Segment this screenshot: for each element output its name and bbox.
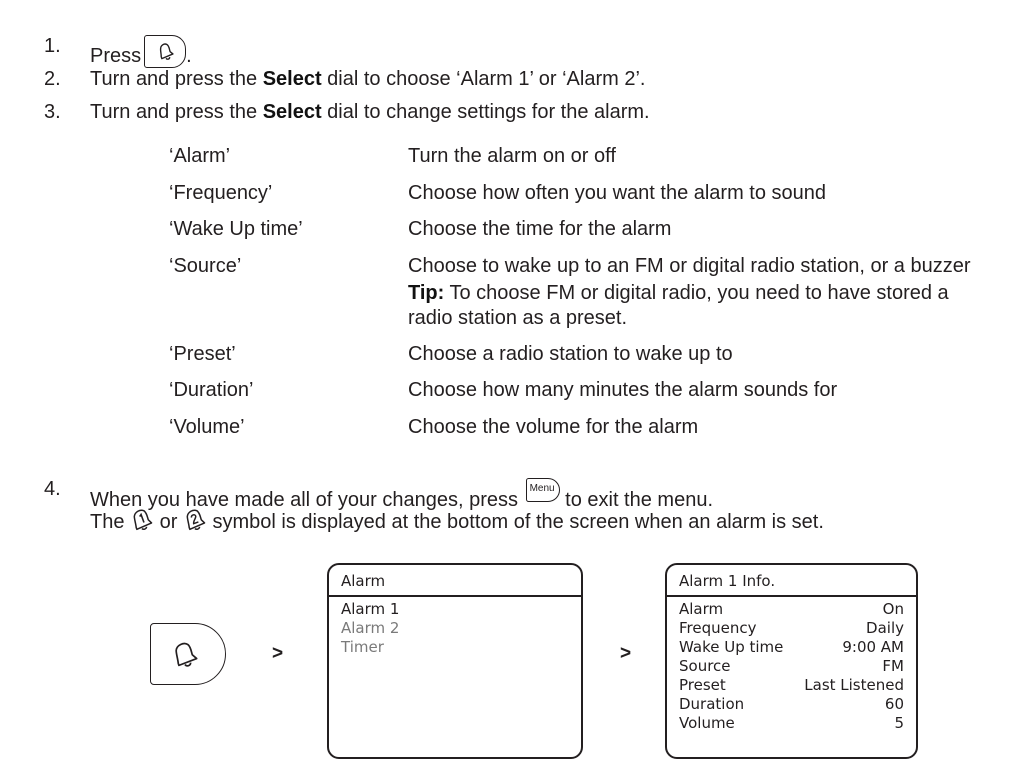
info-label: Source xyxy=(679,657,731,675)
info-value: 9:00 AM xyxy=(842,638,904,656)
alarm-key-icon xyxy=(144,35,186,68)
step-4-text-pre: When you have made all of your changes, press xyxy=(90,489,524,511)
alarm-bell-icon xyxy=(171,640,199,670)
step-4 xyxy=(90,478,713,512)
info-row-preset xyxy=(679,676,904,695)
tip-label: Tip: xyxy=(408,282,445,304)
arrow-1: > xyxy=(272,643,284,664)
step-4-line2 xyxy=(90,508,824,538)
step-2 xyxy=(90,68,645,91)
setting-alarm-name: ‘Alarm’ xyxy=(169,145,231,167)
step-2-select-label: Select xyxy=(262,68,322,90)
step-4-line2-post: symbol is displayed at the bottom of the screen when an alarm is set. xyxy=(206,511,824,533)
info-row-duration xyxy=(679,695,904,714)
setting-wake-up-time-desc: Choose the time for the alarm xyxy=(408,218,672,240)
info-value: Last Listened xyxy=(804,676,904,694)
info-label: Alarm xyxy=(679,600,724,618)
step-1-number: 1. xyxy=(44,35,61,57)
tip-text: To choose FM or digital radio, you need to have stored a xyxy=(444,282,949,304)
menu-key-icon xyxy=(526,478,560,502)
setting-source-tip xyxy=(408,282,949,305)
info-row-wake-up-time xyxy=(679,638,904,657)
alarm-menu-title: Alarm xyxy=(329,565,581,597)
setting-alarm-desc: Turn the alarm on or off xyxy=(408,145,616,167)
menu-key-label: Menu xyxy=(529,483,555,494)
step-1-period: . xyxy=(186,45,192,67)
step-4-text-post: to exit the menu. xyxy=(559,489,713,511)
step-4-number: 4. xyxy=(44,478,61,500)
step-3-text-pre: Turn and press the xyxy=(90,101,263,123)
menu-item-alarm-2[interactable]: Alarm 2 xyxy=(341,619,400,637)
setting-volume-name: ‘Volume’ xyxy=(169,416,245,438)
setting-volume-desc: Choose the volume for the alarm xyxy=(408,416,699,438)
step-3-number: 3. xyxy=(44,101,61,123)
setting-source-desc: Choose to wake up to an FM or digital radio station, or a buzzer xyxy=(408,255,971,277)
alarm-menu-screen xyxy=(327,563,583,759)
setting-preset-desc: Choose a radio station to wake up to xyxy=(408,343,733,365)
info-label: Duration xyxy=(679,695,745,713)
step-3-text-post: dial to change settings for the alarm. xyxy=(321,101,650,123)
info-value: FM xyxy=(882,657,904,675)
info-value: 5 xyxy=(894,714,904,732)
step-1-text: Press xyxy=(90,45,142,67)
setting-source-tip-line2: radio station as a preset. xyxy=(408,307,628,329)
setting-frequency-name: ‘Frequency’ xyxy=(169,182,273,204)
info-value: On xyxy=(882,600,904,618)
arrow-2: > xyxy=(620,643,632,664)
menu-item-timer[interactable]: Timer xyxy=(341,638,384,656)
step-4-line2-mid: or xyxy=(154,511,183,533)
setting-duration-name: ‘Duration’ xyxy=(169,379,254,401)
info-value: Daily xyxy=(866,619,904,637)
alarm-info-screen xyxy=(665,563,918,759)
info-label: Wake Up time xyxy=(679,638,784,656)
info-label: Volume xyxy=(679,714,735,732)
setting-source-name: ‘Source’ xyxy=(169,255,242,277)
info-value: 60 xyxy=(884,695,904,713)
alarm-info-title: Alarm 1 Info. xyxy=(667,565,916,597)
setting-duration-desc: Choose how many minutes the alarm sounds for xyxy=(408,379,838,401)
step-2-number: 2. xyxy=(44,68,61,90)
setting-wake-up-time-name: ‘Wake Up time’ xyxy=(169,218,303,240)
info-row-alarm xyxy=(679,600,904,619)
setting-frequency-desc: Choose how often you want the alarm to sound xyxy=(408,182,827,204)
step-2-text-pre: Turn and press the xyxy=(90,68,263,90)
info-row-frequency xyxy=(679,619,904,638)
menu-item-alarm-1[interactable]: Alarm 1 xyxy=(341,600,400,618)
alarm-1-icon xyxy=(130,508,154,538)
setting-preset-name: ‘Preset’ xyxy=(169,343,236,365)
alarm-2-icon xyxy=(183,508,207,538)
info-row-volume xyxy=(679,714,904,733)
info-label: Frequency xyxy=(679,619,757,637)
step-1 xyxy=(90,35,192,68)
info-row-source xyxy=(679,657,904,676)
info-label: Preset xyxy=(679,676,726,694)
step-3-select-label: Select xyxy=(262,101,322,123)
step-2-text-post: dial to choose ‘Alarm 1’ or ‘Alarm 2’. xyxy=(321,68,646,90)
alarm-button-diagram xyxy=(150,623,226,685)
step-3 xyxy=(90,101,650,124)
step-4-line2-pre: The xyxy=(90,511,131,533)
